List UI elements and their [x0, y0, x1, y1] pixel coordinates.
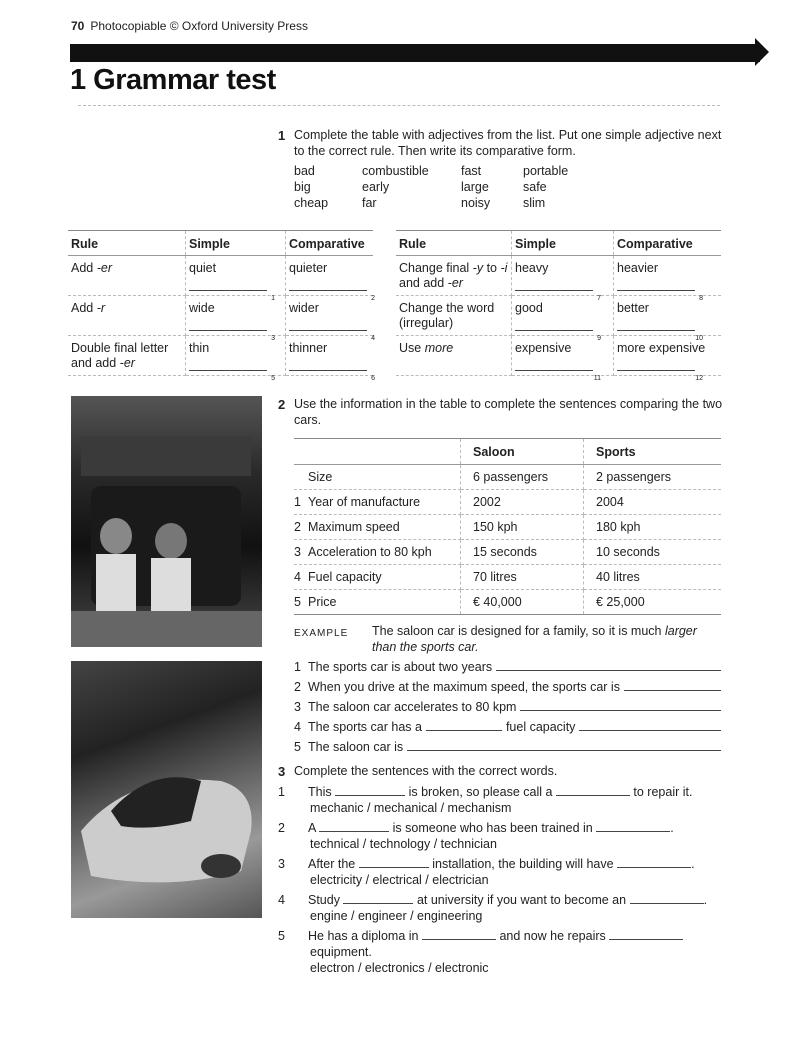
answer-blank[interactable]: 9 — [515, 328, 593, 331]
column-header: Rule — [396, 231, 512, 256]
sports-cell: 40 litres — [584, 565, 722, 590]
title-divider — [78, 105, 720, 106]
q3-item: 5 He has a diploma in and now he repairs equipment. electron / electronics / electronic — [294, 928, 724, 976]
rule-table-left — [68, 230, 375, 382]
row-label: 4 Fuel capacity — [294, 565, 461, 590]
word: fast — [461, 164, 482, 178]
word: big — [294, 180, 311, 194]
answer-blank[interactable] — [426, 720, 502, 731]
sports-cell: 2 passengers — [584, 465, 722, 490]
answer-blank[interactable] — [335, 785, 405, 796]
table-row — [68, 336, 373, 376]
row-label: 5 Price — [294, 590, 461, 615]
column-header: Comparative — [614, 231, 722, 256]
word: early — [362, 180, 390, 194]
table-row — [396, 296, 721, 336]
simple-cell: wide 3 — [186, 296, 286, 336]
q2-sentence: 2 When you drive at the maximum speed, the sports car is — [294, 680, 721, 694]
simple-cell: expensive 11 — [512, 336, 614, 376]
photo-saloon-car — [71, 396, 262, 647]
column-header: Rule — [68, 231, 186, 256]
answer-blank[interactable]: 12 — [617, 368, 695, 371]
answer-blank[interactable]: 2 — [289, 288, 367, 291]
answer-blank[interactable] — [343, 893, 413, 904]
saloon-cell: € 40,000 — [461, 590, 584, 615]
q3-instruction: Complete the sentences with the correct words. — [294, 764, 558, 778]
photo-sports-car — [71, 661, 262, 918]
answer-blank[interactable] — [359, 857, 429, 868]
table-row — [294, 540, 721, 565]
header-bar-tip — [755, 38, 769, 66]
simple-cell: heavy 7 — [512, 256, 614, 296]
answer-blank[interactable] — [422, 929, 496, 940]
rule-cell: Use more — [396, 336, 512, 376]
table-row — [294, 590, 721, 615]
car-comparison-table — [294, 438, 721, 615]
page-header — [71, 19, 308, 33]
answer-blank[interactable] — [407, 740, 721, 751]
comparative-cell: quieter 2 — [286, 256, 374, 296]
q3-item: 4 Study at university if you want to become an . engine / engineer / engineering — [294, 892, 724, 924]
word-continuation: equipment. — [310, 945, 372, 959]
row-label: 3 Acceleration to 80 kph — [294, 540, 461, 565]
table-row — [68, 256, 373, 296]
example-text: The saloon car is designed for a family, so it is much — [372, 624, 662, 638]
q3-number: 3 — [278, 764, 286, 779]
word-options: electricity / electrical / electrician — [310, 873, 489, 887]
saloon-car-illustration — [71, 396, 262, 647]
word: bad — [294, 164, 315, 178]
answer-blank[interactable]: 1 — [189, 288, 267, 291]
answer-blank[interactable]: 4 — [289, 328, 367, 331]
q2-instruction: Use the information in the table to complete the sentences comparing the two cars. — [294, 397, 723, 427]
q2-sentence: 3 The saloon car accelerates to 80 kpm — [294, 700, 721, 714]
q2-sentence: 4 The sports car has a fuel capacity — [294, 720, 721, 734]
column-header: Saloon — [461, 439, 584, 465]
saloon-cell: 15 seconds — [461, 540, 584, 565]
table-row — [294, 565, 721, 590]
sports-car-illustration — [71, 661, 262, 918]
page-title: 1 Grammar test — [70, 64, 276, 96]
saloon-cell: 6 passengers — [461, 465, 584, 490]
comparative-cell: heavier 8 — [614, 256, 722, 296]
table-row — [396, 336, 721, 376]
comparative-cell: wider 4 — [286, 296, 374, 336]
table-row — [68, 296, 373, 336]
q2-sentence: 5 The saloon car is — [294, 740, 721, 754]
q1-word-list — [294, 163, 593, 211]
answer-blank[interactable] — [624, 680, 721, 691]
answer-blank[interactable] — [319, 821, 389, 832]
simple-cell: good 9 — [512, 296, 614, 336]
copyright-credit: Photocopiable © Oxford University Press — [90, 19, 308, 33]
table-row — [294, 490, 721, 515]
q1-number: 1 — [278, 128, 286, 143]
answer-blank[interactable]: 6 — [289, 368, 367, 371]
word-options: electron / electronics / electronic — [310, 961, 489, 975]
column-header: Comparative — [286, 231, 374, 256]
simple-cell: quiet 1 — [186, 256, 286, 296]
q3-item: 3 After the installation, the building will have . electricity / electrical / electrician — [294, 856, 724, 888]
example-answer: larger than the sports car. — [372, 624, 697, 654]
word: slim — [523, 196, 546, 210]
word: noisy — [461, 196, 491, 210]
column-header: Simple — [512, 231, 614, 256]
table-row — [294, 515, 721, 540]
word: combustible — [362, 164, 429, 178]
word: portable — [523, 164, 569, 178]
answer-blank[interactable]: 10 — [617, 328, 695, 331]
comparative-cell: thinner 6 — [286, 336, 374, 376]
rule-cell: Change final -y to -i and add -er — [396, 256, 512, 296]
word: cheap — [294, 196, 329, 210]
answer-blank[interactable]: 7 — [515, 288, 593, 291]
column-header: Simple — [186, 231, 286, 256]
answer-blank[interactable]: 3 — [189, 328, 267, 331]
header-bar — [70, 44, 760, 62]
column-header — [294, 439, 461, 465]
comparative-cell: more expensive 12 — [614, 336, 722, 376]
answer-blank[interactable]: 8 — [617, 288, 695, 291]
saloon-cell: 2002 — [461, 490, 584, 515]
word: large — [461, 180, 489, 194]
answer-blank[interactable] — [630, 893, 704, 904]
q1-instruction: Complete the table with adjectives from the list. Put one simple adjective next to the correct rule. Then write its comparative form. — [294, 128, 722, 158]
row-label: Size — [294, 465, 461, 490]
rule-table-right — [396, 230, 721, 382]
sports-cell: 2004 — [584, 490, 722, 515]
row-label: 2 Maximum speed — [294, 515, 461, 540]
rule-cell: Add -er — [68, 256, 186, 296]
sports-cell: 180 kph — [584, 515, 722, 540]
example-label: EXAMPLE — [294, 628, 349, 639]
answer-blank[interactable] — [520, 700, 721, 711]
sports-cell: € 25,000 — [584, 590, 722, 615]
word-options: technical / technology / technician — [310, 837, 497, 851]
saloon-cell: 150 kph — [461, 515, 584, 540]
word-options: engine / engineer / engineering — [310, 909, 483, 923]
word: far — [362, 196, 377, 210]
page-number: 70 — [71, 19, 85, 33]
table-row — [294, 465, 721, 490]
rule-cell: Double final letter and add -er — [68, 336, 186, 376]
word: safe — [523, 180, 547, 194]
rule-cell: Add -r — [68, 296, 186, 336]
q2-sentence: 1 The sports car is about two years — [294, 660, 721, 674]
answer-blank[interactable] — [496, 660, 721, 671]
table-row — [396, 256, 721, 296]
answer-blank[interactable]: 5 — [189, 368, 267, 371]
answer-blank[interactable] — [617, 857, 691, 868]
answer-blank[interactable] — [579, 720, 721, 731]
word-options: mechanic / mechanical / mechanism — [310, 801, 512, 815]
comparative-cell: better 10 — [614, 296, 722, 336]
rule-cell: Change the word (irregular) — [396, 296, 512, 336]
answer-blank[interactable] — [596, 821, 670, 832]
q2-number: 2 — [278, 397, 286, 412]
q3-item: 2 A is someone who has been trained in . technical / technology / technician — [294, 820, 724, 852]
row-label: 1 Year of manufacture — [294, 490, 461, 515]
column-header: Sports — [584, 439, 722, 465]
simple-cell: thin 5 — [186, 336, 286, 376]
answer-blank[interactable] — [609, 929, 683, 940]
answer-blank[interactable] — [556, 785, 630, 796]
q2-example — [294, 624, 724, 655]
answer-blank[interactable]: 11 — [515, 368, 593, 371]
saloon-cell: 70 litres — [461, 565, 584, 590]
q3-item: 1 This is broken, so please call a to repair it. mechanic / mechanical / mechanism — [294, 784, 724, 816]
sports-cell: 10 seconds — [584, 540, 722, 565]
